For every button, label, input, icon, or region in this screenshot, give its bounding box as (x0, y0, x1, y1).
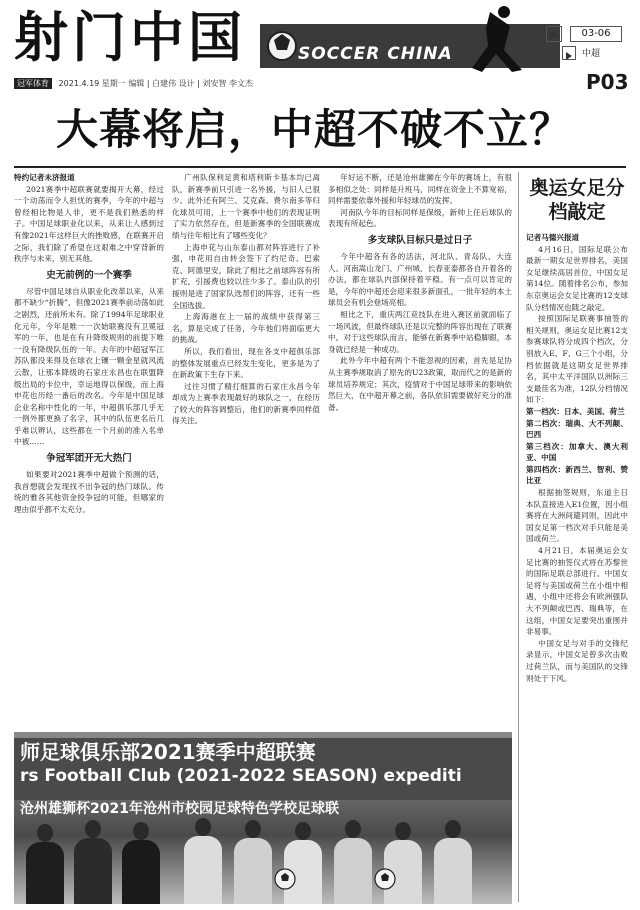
sidebar-paragraph: 中国女足与对手的交锋纪录显示，中国女足曾多次击败过荷兰队，而与美国队的交锋则处于下风。 (526, 638, 628, 683)
subhead-title-contenders: 争冠军团开无大热门 (46, 453, 132, 465)
headline: 大幕将启，中超不破不立？ (56, 105, 573, 154)
sidebar-title: 奥运女足分档敲定 (529, 177, 625, 223)
article-column-2 (172, 172, 320, 732)
sidebar-byline: 记者马德兴报道 (526, 233, 580, 242)
soccer-player-graphic (260, 6, 560, 76)
team-photo (14, 732, 512, 904)
subhead-survival-teams: 多支球队目标只是过日子 (367, 234, 473, 246)
pot-line-4: 第四档次：新西兰、智利、赞比亚 (526, 464, 628, 486)
sidebar-story (526, 172, 628, 902)
article-paragraph: 上海申花与山东泰山都对阵容进行了补强，申花用自由转会签下了约尼奇、巴索克、阿德里安，除此了相比之前球阵容有所扩充，引援费也较以往少多了。泰山队的引援则是进了国家队选帮们的阵容，还有一些全国选拔。 (172, 242, 320, 310)
article-paragraph: 上海海港在上一届的战绩中获得第三名，算是完成了任务，今年他们将面临更大的挑战。 (172, 312, 320, 345)
players-group (14, 818, 512, 904)
play-icon (546, 26, 562, 42)
pot-line-2: 第二档次：瑞典、大不列颠、巴西 (526, 418, 628, 440)
player-head (295, 822, 311, 840)
player-figure (334, 838, 372, 904)
sidebar-paragraph: 根据抽签规则，东道主日本队直接进入E1位置，因小组赛将在大洲间避同则，因此中国女足第一档次对手只能是美国或荷兰。 (526, 488, 628, 544)
article-paragraph: 年好运不断，还是沧州雄狮在今年的赛场上，有很多相似之处：同样是升班马，同样在资金上不算宽裕，同样需要依靠外援和年轻球员的发挥。 (328, 173, 512, 206)
sidebar-paragraph: 4月21日，本届奥运会女足比赛的抽签仪式将在苏黎世的国际足联总部进行。中国女足将与美国或荷兰在小组中相遇，小组中还将会有欧洲强队大不列颠或巴西、瑞典等，在这组，中国女足要突出重围并非易事。 (526, 546, 628, 637)
pot-line-3: 第三档次：加拿大、澳大利亚、中国 (526, 441, 628, 463)
person-head (133, 822, 149, 840)
banner-text-1: 师足球俱乐部2021赛季中超联赛 (20, 740, 316, 764)
soccer-china-brand: SOCCER CHINA (298, 44, 453, 64)
banner-text-2: rs Football Club (2021-2022 SEASON) expediti (20, 766, 462, 786)
section-nav-icon (562, 46, 576, 60)
player-head (195, 818, 211, 836)
person-figure (122, 840, 160, 904)
football-icon (374, 868, 396, 890)
column-divider (518, 172, 519, 902)
player-head (345, 820, 361, 838)
subhead-unprecedented-season: 史无前例的一个赛季 (46, 269, 132, 281)
person-head (85, 820, 101, 838)
article-paragraph: 河南队今年的目标同样是保级，新帅上任后球队的表现有所起色。 (328, 207, 512, 229)
article-paragraph: 今年中超各有各的活法，河北队、青岛队、大连人、河南嵩山龙门、广州城、长春亚泰都各自开着各的办法，都在球队内部保持着平稳。有一点可以肯定的是，今年的中超还会迎来很多新面孔，一批年轻的本土球员会有机会登场亮相。 (328, 251, 512, 308)
player-head (245, 820, 261, 838)
article-paragraph: 尽管中国足球自从职业化改革以来，从来都不缺少“折腾”，但像2021赛季前动荡如此之剧烈，还前所未有。除了1994年足球职业化元年，今年是唯一一次始联赛没有卫冕冠军的一年，也是在有升降级规则的前提下唯一没有降级队伍的一年。去年的中超冠军江苏队都没来得及在球衣上镶一颗金星就风流云散，让那本降级的石家庄永昌也在联盟降级出局的卡位中，幸运地得以保级，而上海申花也历经一番后的改名。今年是中国足球企业名称中性化的一年，中超俱乐部几乎无一例外都更换了名字，其中的队伍更名后几乎难以辨认，这些都在一个月前的准入名单中被…… (14, 286, 164, 447)
player-head (445, 820, 461, 838)
article-paragraph: 过往习惯了精打细算的石家庄永昌今年却成为上赛季表现最好的球队之一，在经历了较大的阵容调整后，他们的新赛季同样值得关注。 (172, 381, 320, 426)
article-paragraph: 广州队保利足黄和塔利斯卡基本均已离队，新赛季前只引进一名外援，与旧人已很少。此外还有阿兰、艾克森、费尔南多等归化球员可用，上一个赛季中他们的表现证明了实力依然存在，但是新赛季的全国联赛成绩与往年相比有了哪些变化？ (172, 173, 320, 240)
article-paragraph: 相比之下，重庆两江竞技队在进入赛区前就面临了一场风波，但最终球队还是以完整的阵容出现在了联赛中。对于这些球队而言，能够在新赛季中站稳脚跟，本身就已经是一种成功。 (328, 309, 512, 354)
issue-meta (14, 78, 253, 89)
masthead (0, 0, 640, 92)
player-head (395, 822, 411, 840)
issue-tag: 冠军体育 (14, 78, 52, 89)
sidebar-paragraph: 按照国际足联赛事抽签的相关规则，奥运女足比赛12支参赛球队将分成四个档次，分别放入E、F、G三个小组，分档依据就是这期女足世界排名，其中太平洋国队以洲际三支最佳名为准，12队分档情况如下： (526, 314, 628, 405)
sidebar-paragraph: 4月16日，国际足联公布最新一期女足世界排名，美国女足继续高居首位，中国女足第14位。随着排名公布，参加东京奥运会女足比赛的12支球队分档情况也随之敲定。 (526, 244, 628, 312)
banner-text-3: 沧州雄狮杯2021年沧州市校园足球特色学校足球联 (20, 801, 339, 817)
masthead-title: 射门中国 (14, 6, 246, 69)
player-figure (234, 838, 272, 904)
player-figure (184, 836, 222, 904)
headline-divider (14, 166, 626, 168)
player-figure (434, 838, 472, 904)
article-paragraph: 所以，我们看出，现在各支中超俱乐部的整体发展重点已经发生变化，更多是为了在新政策下生存下来。 (172, 346, 320, 380)
person-figure (26, 842, 64, 904)
article-column-1 (14, 172, 164, 732)
section-label: 中超 (582, 49, 601, 59)
article-paragraph: 如果要对2021赛季中超做个预测的话，我首想就会发现找不出争冠的热门球队。传统的雅各其他资金投争冠的可能，但哪家的理由似乎都不太充分。 (14, 470, 164, 514)
article-column-3 (328, 172, 512, 732)
byline: 特约记者未济报道 (14, 173, 75, 182)
person-head (37, 824, 53, 842)
article-intro: 2021赛季中超联赛就要揭开大幕，经过一个动荡而令人担忧的赛季，今年的中超与曾经相比物是人非，更不是我们熟悉的样子。中国足球职业化以来，从来让人感到过有像2021年这样巨大的挫败感，在联赛开启之际，我们除了希望在这艰难之中穿背新的秩序与未来，别无其他。 (14, 184, 164, 264)
article-paragraph: 此外今年中超有两个不能忽视的因素，首先是足协从主赛季规取消了原先的U23政策，取而代之的是新的球员培养规定；其次，疫情对于中国足球带来的影响依然巨大，在中超开幕之前，各队依旧需要做好充分的准备。 (328, 356, 512, 412)
issue-meta-text: 2021.4.19 星期一 编辑 | 白建伟 设计 | 刘安智 李文杰 (58, 79, 253, 88)
pot-line-1: 第一档次：日本、美国、荷兰 (526, 406, 625, 416)
person-figure (74, 838, 112, 904)
page-number: P03 (586, 70, 629, 94)
issue-date: 03-06 (570, 26, 622, 42)
football-icon (274, 868, 296, 890)
